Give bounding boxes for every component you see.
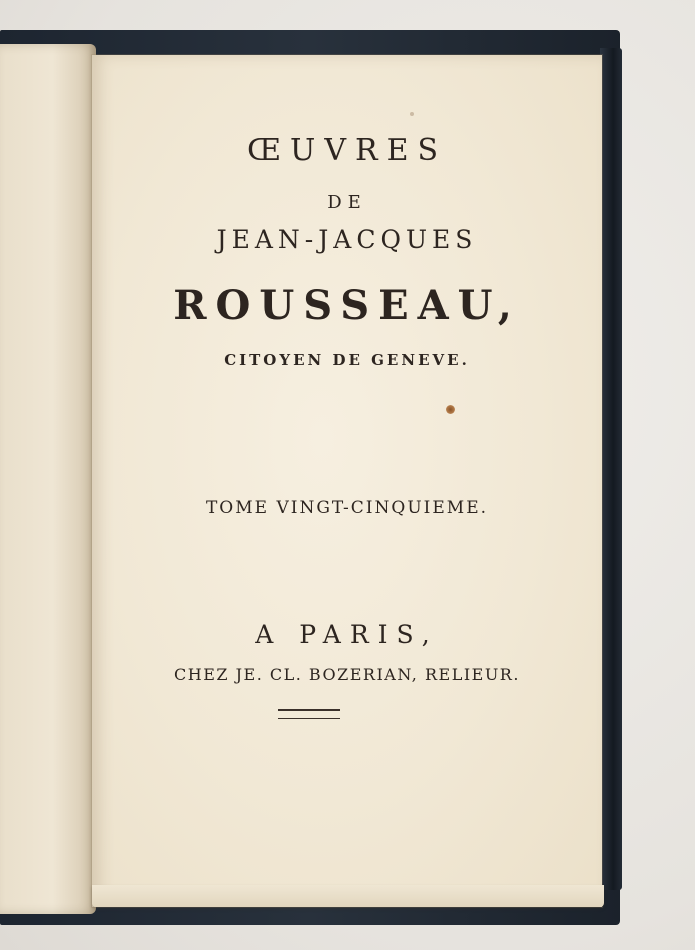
title-page: [92, 55, 602, 907]
imprint-place: A PARIS,: [255, 620, 439, 649]
decorative-rule: [278, 709, 340, 719]
imprint-publisher: CHEZ JE. CL. BOZERIAN, RELIEUR.: [174, 665, 520, 684]
cover-edge: [600, 48, 622, 890]
volume-number: TOME VINGT-CINQUIEME.: [205, 498, 489, 518]
author-first-name: JEAN-JACQUES: [216, 225, 478, 254]
works-heading: ŒUVRES: [246, 133, 448, 168]
author-surname: ROUSSEAU,: [173, 282, 521, 329]
page-edge: [92, 885, 604, 907]
author-epithet: CITOYEN DE GENEVE.: [224, 351, 470, 369]
foxing-spot: [446, 405, 455, 414]
preposition-de: DE: [327, 192, 367, 213]
foxing-spot-small: [410, 112, 414, 116]
left-page: [0, 44, 96, 914]
